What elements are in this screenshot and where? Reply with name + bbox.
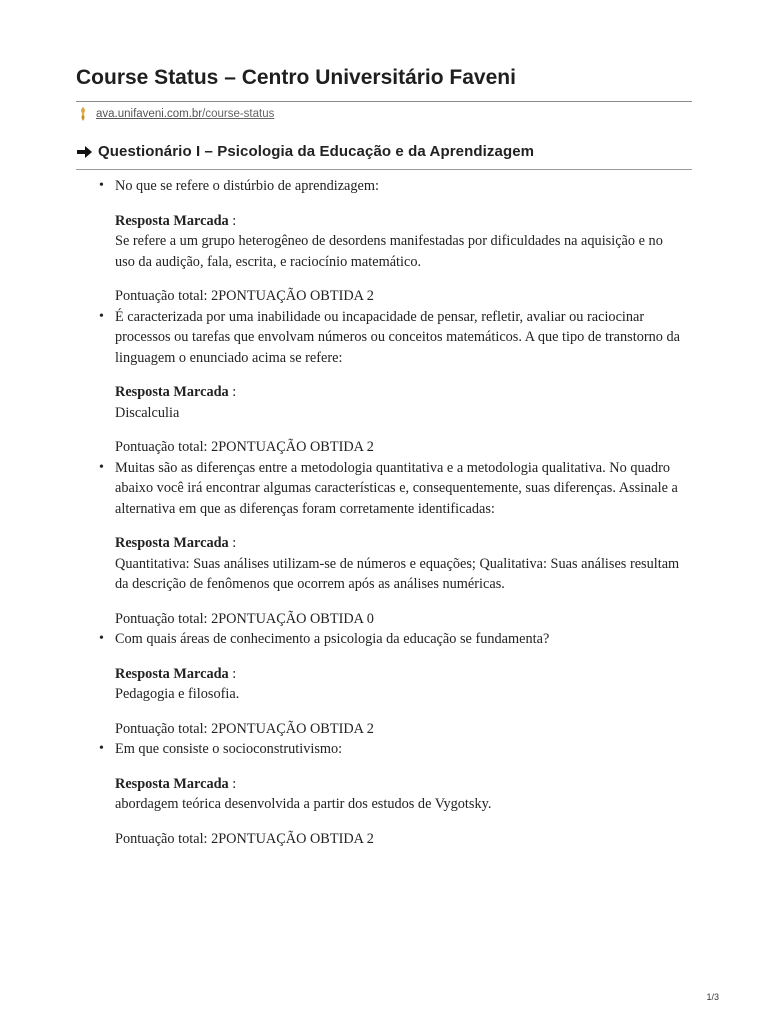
answer-label [115,533,685,554]
section-heading-text: Questionário I – Psicologia da Educação e da Aprendizagem [98,143,535,160]
question-list [99,176,685,849]
section-divider [76,169,692,170]
list-item [99,307,685,458]
answer-label [115,774,685,795]
page-number: 1/3 [706,992,719,1002]
question-text: É caracterizada por uma inabilidade ou incapacidade de pensar, refletir, avaliar ou raciocinar processos ou tarefas que envolvam números ou conceitos matemáticos. A que tipo de transtorno da linguagem o enunciado acima se refere: [115,308,680,366]
score-text: Pontuação total: 2PONTUAÇÃO OBTIDA 2 [115,439,374,455]
question-text: No que se refere o distúrbio de aprendizagem: [115,178,379,194]
bullet: • [99,308,104,324]
answer-label-colon: : [228,535,237,551]
source-url[interactable] [78,106,274,122]
list-item [99,739,685,849]
score-text: Pontuação total: 2PONTUAÇÃO OBTIDA 2 [115,288,374,304]
answer-label-text: Resposta Marcada [115,775,229,792]
question-text: Muitas são as diferenças entre a metodologia quantitativa e a metodologia qualitativa. No quadro abaixo você irá encontrar algumas características e, consequentemente, suas diferenças. Assinale a alternativa em que as diferenças foram corretamente identificadas: [115,459,678,517]
page-title: Course Status – Centro Universitário Faveni [76,66,516,89]
bullet: • [99,741,104,756]
score-text: Pontuação total: 2PONTUAÇÃO OBTIDA 2 [115,830,374,847]
list-item [99,458,685,630]
answer-label [115,382,685,403]
url-domain[interactable]: ava.unifaveni.com.br [96,108,203,120]
answer-label-colon: : [228,212,237,229]
answer-label [115,211,685,232]
answer-label-text: Resposta Marcada [115,535,229,551]
answer-label-colon: : [228,775,237,792]
bullet: • [99,178,104,193]
arrow-right-icon [76,145,93,159]
question-text: Em que consiste o socioconstrutivismo: [115,741,343,757]
bullet: • [99,459,104,475]
answer-label [115,664,685,685]
answer-text: Se refere a um grupo heterogêneo de desordens manifestadas por dificuldades na aquisição e no uso da audição, fala, escrita, e raciocínio matemático. [115,233,663,270]
answer-label-colon: : [228,665,237,682]
answer-label-colon: : [228,384,237,400]
question-text: Com quais áreas de conhecimento a psicologia da educação se fundamenta? [115,631,550,647]
faveni-logo-icon [78,106,88,122]
answer-text: Discalculia [115,404,180,421]
bullet: • [99,631,104,646]
answer-text: abordagem teórica desenvolvida a partir dos estudos de Vygotsky. [115,796,492,812]
score-text: Pontuação total: 2PONTUAÇÃO OBTIDA 2 [115,720,374,737]
answer-label-text: Resposta Marcada [115,384,229,400]
list-item [99,176,685,307]
title-divider [76,101,692,102]
answer-label-text: Resposta Marcada [115,212,229,229]
score-text: Pontuação total: 2PONTUAÇÃO OBTIDA 0 [115,610,374,627]
url-path[interactable]: /course-status [202,108,275,120]
answer-label-text: Resposta Marcada [115,665,229,682]
answer-text: Quantitativa: Suas análises utilizam-se de números e equações; Qualitativa: Suas análises resultam da descrição de fenômenos que ocorrem após as análises numéricas. [115,555,680,592]
answer-text: Pedagogia e filosofia. [115,686,240,702]
section-heading [76,143,534,160]
list-item [99,629,685,739]
